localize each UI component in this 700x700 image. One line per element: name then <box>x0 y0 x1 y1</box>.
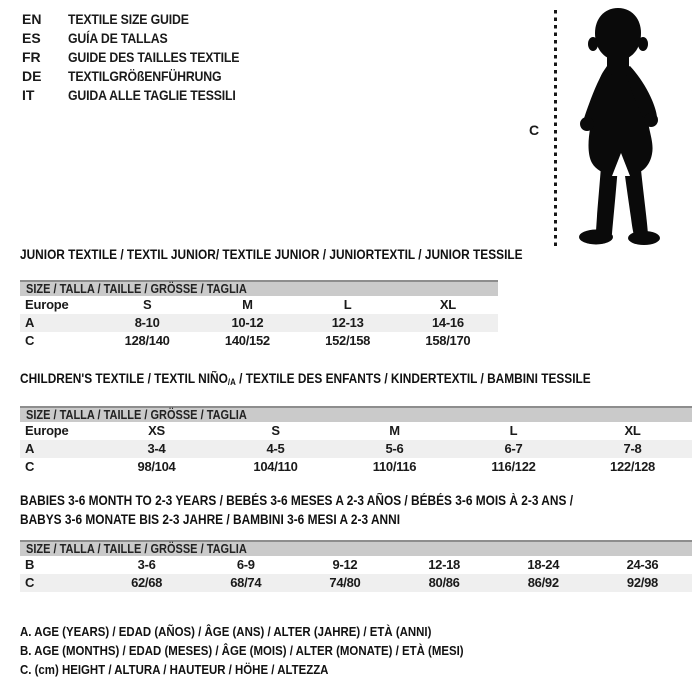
babies-size-table <box>20 540 692 592</box>
age-cell: 24-36 <box>626 557 659 572</box>
children-table-title <box>20 371 591 390</box>
age-cell: 5-6 <box>385 441 404 456</box>
table-row-height-cm <box>20 332 498 350</box>
legend-line-height: C. (cm) HEIGHT / ALTURA / HAUTEUR / HÖHE / ALTEZZA <box>20 662 329 677</box>
table-row-europe <box>20 296 498 314</box>
height-cell: 140/152 <box>224 333 270 348</box>
height-cell: 122/128 <box>610 459 655 474</box>
height-cell: 80/86 <box>428 575 460 590</box>
legend-line-age-months: B. AGE (MONTHS) / EDAD (MESES) / ÂGE (MOIS) / ALTER (MONATE) / ETÀ (MESI) <box>20 643 464 658</box>
language-row <box>22 10 263 29</box>
row-label: B <box>25 557 35 572</box>
height-cell: 152/158 <box>325 333 371 348</box>
title-part: CHILDREN'S TEXTILE / TEXTIL NIÑO <box>20 371 228 386</box>
toddler-silhouette-icon <box>566 6 676 246</box>
height-cell: 62/68 <box>131 575 163 590</box>
row-label: C <box>25 333 35 348</box>
size-cell: M <box>242 297 253 312</box>
junior-table-title: JUNIOR TEXTILE / TEXTIL JUNIOR/ TEXTILE JUNIOR / JUNIORTEXTIL / JUNIOR TESSILE <box>20 247 523 262</box>
height-cell: 74/80 <box>329 575 361 590</box>
size-header-label: SIZE / TALLA / TAILLE / GRÖSSE / TAGLIA <box>26 282 247 296</box>
height-cell: 98/104 <box>137 459 176 474</box>
language-row <box>22 29 263 48</box>
language-label: GUÍA DE TALLAS <box>68 30 168 46</box>
babies-table-title-line2: BABYS 3-6 MONATE BIS 2-3 JAHRE / BAMBINI 3-6 MESI A 2-3 ANNI <box>20 512 401 527</box>
size-cell: XL <box>624 423 641 438</box>
size-cell: M <box>389 423 400 438</box>
age-cell: 6-7 <box>504 441 523 456</box>
size-header-row <box>20 406 692 422</box>
row-label: A <box>25 315 35 330</box>
age-cell: 3-6 <box>137 557 156 572</box>
age-cell: 14-16 <box>432 315 464 330</box>
age-cell: 10-12 <box>231 315 264 330</box>
size-header-row <box>20 540 692 556</box>
babies-textile-section <box>20 491 692 592</box>
junior-size-table <box>20 280 498 350</box>
size-cell: XS <box>148 423 165 438</box>
measurement-legend <box>20 622 524 679</box>
height-cell: 128/140 <box>124 333 170 348</box>
age-cell: 8-10 <box>134 315 160 330</box>
size-cell: S <box>271 423 280 438</box>
row-label: C <box>25 459 35 474</box>
language-code: ES <box>22 30 41 46</box>
size-header-label: SIZE / TALLA / TAILLE / GRÖSSE / TAGLIA <box>26 408 247 422</box>
height-cell: 158/170 <box>425 333 471 348</box>
language-title-list <box>22 10 263 105</box>
size-header-row <box>20 280 498 296</box>
language-label: GUIDA ALLE TAGLIE TESSILI <box>68 87 236 103</box>
language-code: IT <box>22 87 35 103</box>
height-cell: 110/116 <box>372 459 417 474</box>
age-cell: 3-4 <box>147 441 166 456</box>
title-part-subscript: /A <box>227 377 236 387</box>
size-cell: S <box>142 297 152 312</box>
height-cell: 116/122 <box>491 459 536 474</box>
height-cell: 68/74 <box>230 575 262 590</box>
height-measure-label: C <box>529 122 540 138</box>
table-row-age-years <box>20 314 498 332</box>
row-label: Europe <box>25 297 69 312</box>
junior-textile-section <box>20 247 523 350</box>
height-measure-dashed-line <box>554 10 557 247</box>
age-cell: 7-8 <box>623 441 642 456</box>
language-code: EN <box>22 11 42 27</box>
size-cell: L <box>509 423 518 438</box>
table-row-height-cm <box>20 458 692 476</box>
language-code: DE <box>22 68 42 84</box>
legend-line-age-years: A. AGE (YEARS) / EDAD (AÑOS) / ÂGE (ANS) / ALTER (JAHRE) / ETÀ (ANNI) <box>20 624 432 639</box>
language-code: FR <box>22 49 41 65</box>
age-cell: 12-18 <box>428 557 460 572</box>
height-cell: 92/98 <box>626 575 658 590</box>
size-cell: L <box>343 297 352 312</box>
table-row-age-months <box>20 556 692 574</box>
children-textile-section <box>20 371 692 476</box>
language-row <box>22 67 263 86</box>
height-cell: 86/92 <box>527 575 559 590</box>
language-row <box>22 86 263 105</box>
height-cell: 104/110 <box>253 459 298 474</box>
row-label: Europe <box>25 423 69 438</box>
age-cell: 18-24 <box>527 557 560 572</box>
language-label: TEXTILGRÖßENFÜHRUNG <box>68 68 222 84</box>
age-cell: 4-5 <box>266 441 285 456</box>
table-row-age-years <box>20 440 692 458</box>
babies-table-title-line1: BABIES 3-6 MONTH TO 2-3 YEARS / BEBÉS 3-6 MESES A 2-3 AÑOS / BÉBÉS 3-6 MOIS À 2-3 ANS / <box>20 493 573 508</box>
row-label: C <box>25 575 35 590</box>
table-row-europe <box>20 422 692 440</box>
age-cell: 9-12 <box>332 557 358 572</box>
language-label: GUIDE DES TAILLES TEXTILE <box>68 49 240 65</box>
age-cell: 12-13 <box>331 315 364 330</box>
size-header-label: SIZE / TALLA / TAILLE / GRÖSSE / TAGLIA <box>26 542 247 556</box>
age-cell: 6-9 <box>236 557 255 572</box>
table-row-height-cm <box>20 574 692 592</box>
children-size-table <box>20 406 692 476</box>
title-part: / TEXTILE DES ENFANTS / KINDERTEXTIL / BAMBINI TESSILE <box>235 371 591 386</box>
language-label: TEXTILE SIZE GUIDE <box>68 11 189 27</box>
row-label: A <box>25 441 35 456</box>
size-cell: XL <box>439 297 456 312</box>
language-row <box>22 48 263 67</box>
